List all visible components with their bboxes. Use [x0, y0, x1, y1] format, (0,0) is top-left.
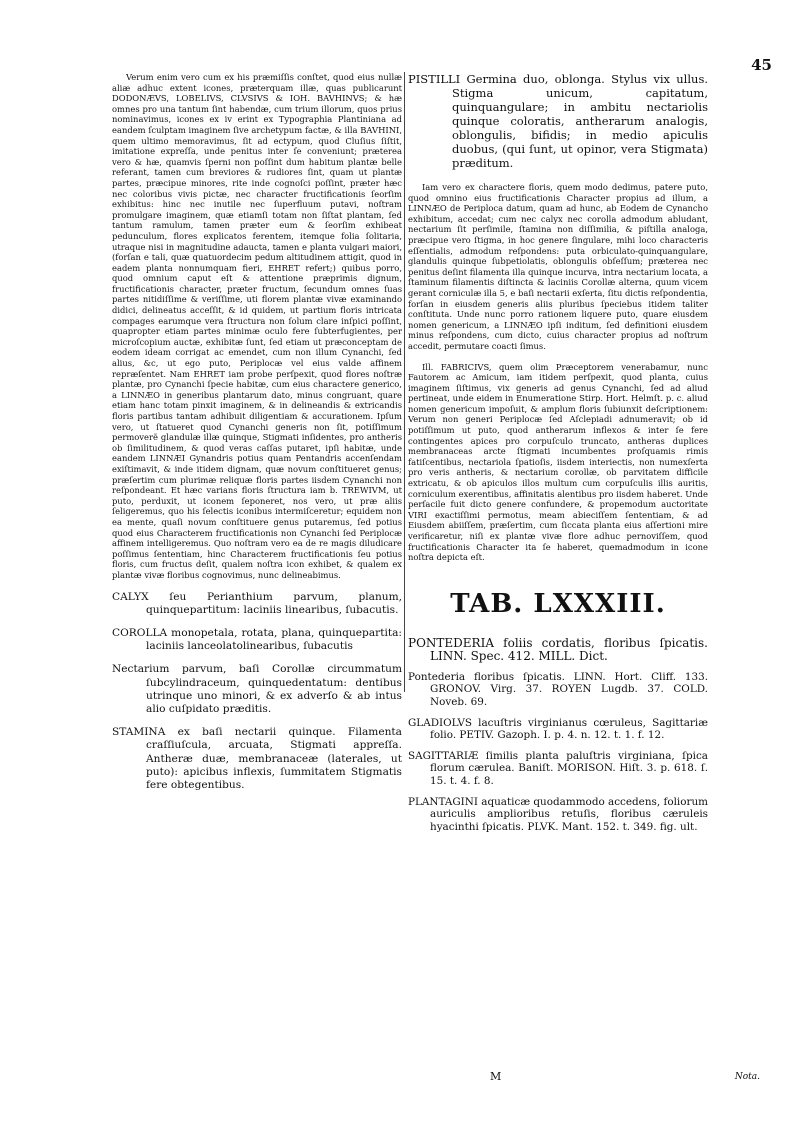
pistilli-description: PISTILLI Germina duo, oblonga. Stylus vix ullus. Stigma unicum, capitatum, quinquangulare; in ambitu nectariolis quinque coloratis, antherarum analogis, oblongulis, bifidis; in medio apiculis duobus, (qui ſunt, ut opinor, vera Stigmata) præditum.: [408, 72, 708, 170]
synonym-entry: PONTEDERIA foliis cordatis, floribus ſpicatis. LINN. Spec. 412. MILL. Dict.: [408, 635, 708, 663]
character-paragraph: Iam vero ex charactere floris, quem modo dedimus, patere puto, quod omnino eius fructificationis Character propius ad illum, a LINNÆO de Periploca datum, quam ad hunc, ab Eodem de Cynancho exhibitum, accedat; cum nec calyx nec corolla admodum abludant, nectarium ſit perſimile, ſtamina non diſſimilia, & piſtilla analoga, præcipue vero ſtigma, in hoc genere ſingulare, mihi loco characteris eſſentialis, admodum reſpondens: puta orbiculato-quinquangulare, glandulis quinque ſubpetiolatis, oblongulis obſeſſum; præterea nec penitus deſint filamenta illa quinque incurva, intra nectarium locata, a ſtaminum filamentis diſtincta & laciniis Corollæ alterna, quum vicem gerant corniculæ illa 5, e baſi nectarii exſerta, ſitu dictis reſpondentia, forſan in eiusdem generis aliis pluribus ſpeciebus itidem taliter conſtituta. Unde nunc porro rationem liquere puto, quare eiusdem nomen genericum, a LINNÆO ipſi inditum, ſed definitioni eiusdem minus reſpondens, cum dicto, cuius character propius ad noſtrum accedit, permutare coacti ſimus.: [408, 182, 708, 351]
corolla-description: COROLLA monopetala, rotata, plana, quinquepartita: laciniis lanceolatolinearibus, ſubacutis: [112, 626, 402, 653]
signature-mark: M: [490, 1070, 502, 1083]
nectarium-description: Nectarium parvum, baſi Corollæ circummatum ſubcylindraceum, quinquedentatum: dentibus utrinque uno minori, & ex adverſo & ab intus alio cuſpidato præditis.: [112, 663, 402, 715]
page-number: 45: [751, 56, 772, 74]
synonym-entry: Pontederia floribus ſpicatis. LINN. Hort. Cliff. 133. GRONOV. Virg. 37. ROYEN Lugdb. 37. COLD. Noveb. 69.: [408, 670, 708, 708]
synonym-entry: GLADIOLVS lacuſtris virginianus cœruleus, Sagittariæ folio. PETIV. Gazoph. I. p. 4. n. 12. t. 1. f. 12.: [408, 716, 708, 742]
synonym-entry: SAGITTARIÆ ſimilis planta paluſtris virginiana, ſpica florum cærulea. Baniſt. MORISON. Hiſt. 3. p. 618. ſ. 15. t. 4. f. 8.: [408, 749, 708, 787]
calyx-description: CALYX ſeu Perianthium parvum, planum, quinquepartitum: laciniis linearibus, ſubacutis.: [112, 590, 402, 616]
left-column: [112, 72, 402, 792]
intro-paragraph: Verum enim vero cum ex his præmiſſis conſtet, quod eius nullæ aliæ adhuc extent icones, præterquam illæ, quas publicarunt DODONÆVS, LOBELIVS, CLVSIVS & IOH. BAVHINVS; & hæ omnes pro una tantum ſint habendæ, cum trium illorum, quos prius nominavimus, icones ex iv erint ex Typographia Plantiniana ad eandem ſculptam imaginem ſive archetypum factæ, & illa BAVHINI, quem ultimo memoravimus, ſit ad ectypum, quod Cluſius ſiſtit, imitatione expreſſa, unde penitus inter ſe conveniunt; præterea vero & hæ, quamvis ſperni non poſſint dum habitum plantæ belle referant, tamen cum breviores & rudiores ſint, quam ut plantæ partes, præcipue minores, rite inde cognoſci poſſint, præter hæc nec coloribus vivis pictæ, nec character fructificationis ſeorſim exhibitus: hinc nec inutile nec ſuperfluum putavi, noſtram promulgare imaginem, quæ etiamſi totam non ſiſtat plantam, ſed tantum ramulum, tamen præter eum & ſeorſim exhibeat pedunculum, flores explicatos ferentem, itemque folia ſolitaria, utraque nisi in magnitudine adaucta, tamen e planta vulgari maiori, (forſan e tali, quæ quatuordecim pedum altitudinem attigit, quod in eadem planta nonnumquam fieri, EHRET refert;) quibus porro, quod omnium caput eſt & attentione præprimis dignum, fructificationis character, præter fructum, ſecundum omnes ſuas partes nitidiſſime & veriſſime, uti florem plantæ vivæ examinando didici, delineatus acceſſit, & id quidem, ut partium floris intricata compages earumque vera ſtructura non ſolum clare inſpici poſſint, quapropter etiam partes minimæ oculo fere ſubterfugientes, per microſcopium auctæ, exhibitæ ſunt, ſed etiam ut præconceptam de eodem ideam corrigat ac emendet, cum non illum Cynanchi, ſed alius, &c, ut ego puto, Periplocæ vel eius valde affinem repræſentet. Nam EHRET iam probe perſpexit, quod flores noſtræ plantæ, pro Cynanchi ſpecie habitæ, cum eius charactere generico, a LINNÆO in generibus plantarum dato, minus congruant, quare etiam hanc totam pinxit imaginem, & in delineandis & extricandis floris partibus tantam adhibuit diligentiam & accurationem. Ipſum vero, ut ſtatueret quod Cynanchi generis non ſit, potiſſimum permoverẽ glandulæ illæ quinque, Stigmati inſidentes, pro antheris ob ſimilitudinem, & quod veras caſſas putaret, ipſi habitæ, unde eandem LINNÆI Gynandris potius quam Pentandris accenſendam exiſtimavit, & inde itidem dignam, quæ novum conſtitueret genus; præſertim cum plurimæ reliquæ floris partes iisdem Cynanchi non reſpondeant. Et hæc varians floris ſtructura iam b. TREWIVM, ut puto, perduxit, ut iconem ſeponeret, nos vero, ut præ aliis ſeligeremus, quo his ſelectis iconibus intermiſceretur; equidem non ea mente, quaſi novum conſtituere genus putaremus, ſed potius quod eius Characterem fructificationis non Cynanchi ſed Periplocæ affinem intelligeremus. Quo noſtram vero ea de re magis diludicare poſſimus ſententiam, hinc Characterem fructificationis ſeu potius floris, cum fructus deſit, qualem noſtra icon exhibet, & qualem ex plantæ vivæ floribus cognovimus, nunc delineabimus.: [112, 72, 402, 580]
column-divider: [404, 72, 405, 692]
synonym-entry: PLANTAGINI aquaticæ quodammodo accedens, foliorum auriculis amplioribus retuſis, floribus cæruleis hyacinthi ſpicatis. PLVK. Mant. 152. t. 349. fig. ult.: [408, 795, 708, 833]
stamina-description: STAMINA ex baſi nectarii quinque. Filamenta craſſiuſcula, arcuata, Stigmati appreſſa. Antheræ duæ, membranaceæ (laterales, ut puto): apicibus inflexis, ſummitatem Stigmatis fere obtegentibus.: [112, 726, 402, 791]
catchword: Nota.: [734, 1072, 760, 1082]
fabricius-paragraph: Ill. FABRICIVS, quem olim Præceptorem venerabamur, nunc Fautorem ac Amicum, iam itidem perſpexit, quod planta, cuius imaginem ſiſtimus, vix generis ad genus Cynanchi, ſed ad aliud pertineat, unde eidem in Enumeratione Stirp. Hort. Helmſt. p. c. aliud nomen genericum impoſuit, & amplum floris ſubiunxit deſcriptionem: Verum non generi Periplocæ ſed Aſclepiadi adnumeravit; ob id potiſſimum ut puto, quod antherarum inflexos & inter ſe fere contingentes apices pro corpuſculo truncato, antheras duplices membranaceas arcte ſtigmati incumbentes proſquamis rimis fatiſcentibus, nectariola ſpatioſis, iisdem interiectis, non numexſerta pro veris antheris, & nectarium corollæ, ob parvitatem difficile extricatu, & ob apiculos illos multum cum corpuſculis illis auritis, corniculum exerentibus, affinitatis alentibus pro iisdem haberet. Unde perſacile fuit dicto genere confundere, & propemodum auctoritate VIRI exactiſſimi permotus, meam abieciſſem ſententiam, & ad Eiusdem abiiſſem, præſertim, cum ſiccata planta eius aſſertioni mire verificaretur, niſi ex plantæ vivæ flore adhuc pernoviſſem, quod fructificationis Character ita ſe haberet, quemadmodum in icone noſtra depicta eſt.: [408, 361, 708, 563]
right-column: [408, 72, 708, 833]
plate-title: TAB. LXXXIII.: [450, 588, 666, 619]
